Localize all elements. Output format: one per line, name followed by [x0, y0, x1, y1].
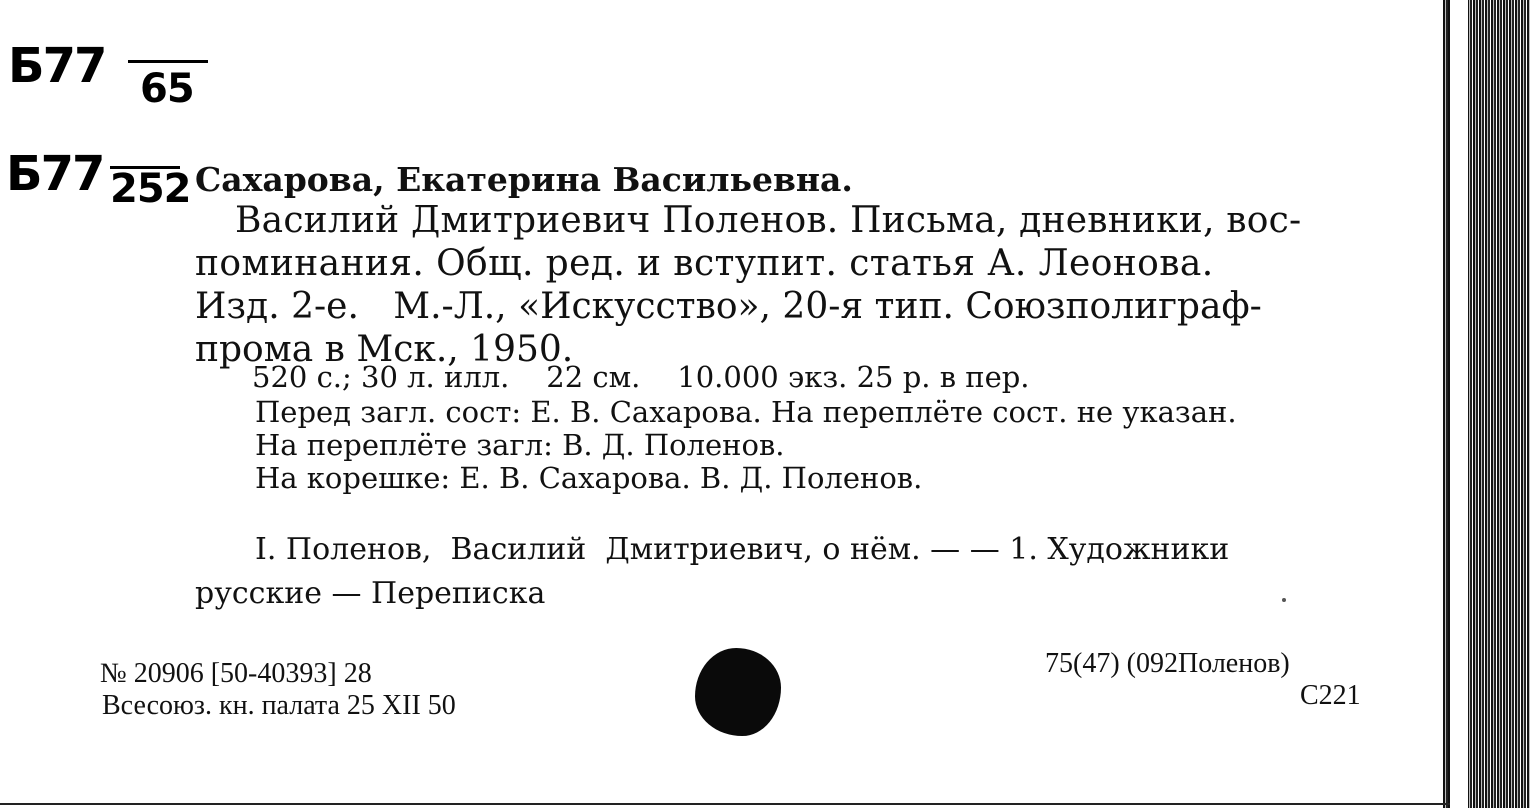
ink-blot — [695, 648, 781, 736]
handwritten-shelf-mark-1: Б77 — [8, 38, 106, 94]
note-line-3: На корешке: Е. В. Сахарова. В. Д. Поленов. — [255, 461, 923, 495]
speck — [1282, 598, 1286, 602]
record-number: № 20906 [50-40393] 28 — [100, 658, 372, 689]
title-line-2: поминания. Общ. ред. и вступит. статья А. Леонова. — [195, 243, 1214, 284]
handwritten-shelf-sub-1: 65 — [140, 66, 194, 112]
handwritten-shelf-mark-2: Б77 — [6, 146, 104, 202]
book-chamber-stamp: Всесоюз. кн. палата 25 XII 50 — [102, 690, 456, 721]
note-line-1: Перед загл. сост: Е. В. Сахарова. На переплёте сост. не указан. — [255, 395, 1237, 429]
author-heading: Сахарова, Екатерина Васильевна. — [195, 160, 853, 199]
handwritten-shelf-sub-2: 252 — [110, 166, 191, 212]
title-line-1: Василий Дмитриевич Поленов. Письма, дневники, вос- — [235, 200, 1302, 241]
physical-description: 520 с.; 30 л. илл. 22 см. 10.000 экз. 25 р. в пер. — [252, 360, 1030, 394]
card-bottom-border — [0, 803, 1450, 805]
note-line-2: На переплёте загл: В. Д. Поленов. — [255, 428, 785, 462]
handwritten-fraction-bar-1 — [128, 60, 208, 63]
author-mark-code: С221 — [1300, 680, 1361, 711]
title-line-4: прома в Мск., 1950. — [195, 329, 574, 370]
classification-index: 75(47) (092Поленов) — [1045, 648, 1290, 679]
card-edge-border — [1448, 0, 1468, 808]
title-line-3: Изд. 2-е. М.-Л., «Искусство», 20-я тип. Союзполиграф- — [195, 286, 1262, 327]
subject-line-1: I. Поленов, Василий Дмитриевич, о нём. — — 1. Художники — [255, 532, 1230, 567]
subject-line-2: русские — Переписка — [195, 576, 546, 611]
